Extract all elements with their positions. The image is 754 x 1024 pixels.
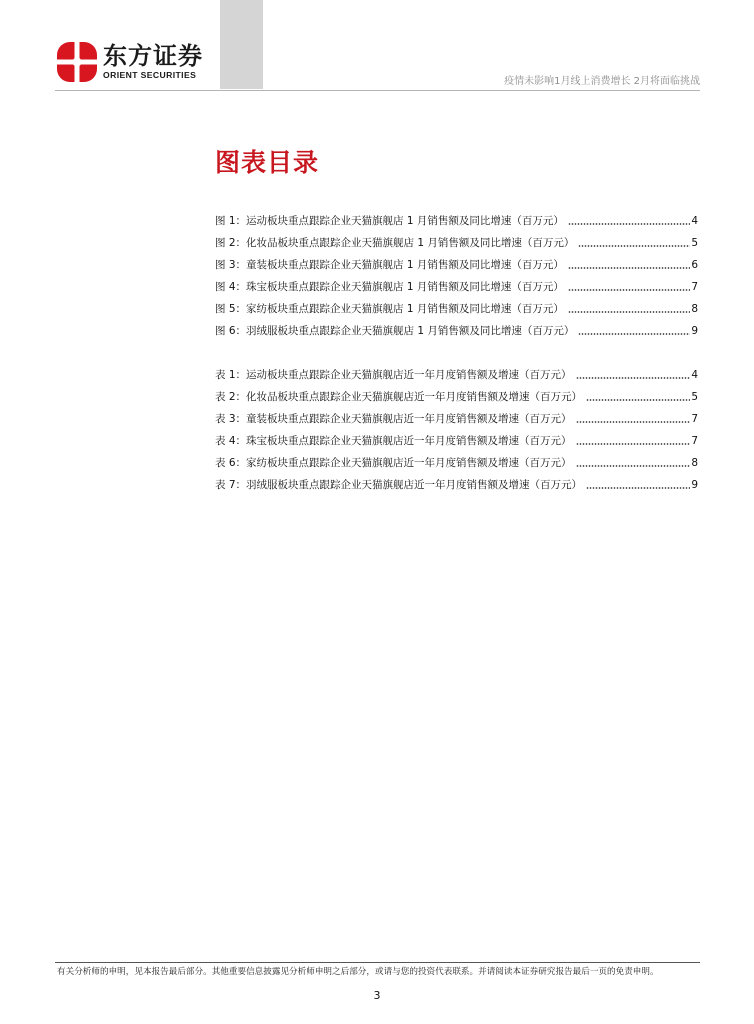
toc-entry-title: 表 1：运动板块重点跟踪企业天猫旗舰店近一年月度销售额及增速（百万元） — [215, 369, 572, 381]
dot-leader — [576, 377, 691, 379]
toc-entry-title: 表 2：化妆品板块重点跟踪企业天猫旗舰店近一年月度销售额及增速（百万元） — [215, 391, 583, 403]
toc-entry-table-7[interactable] — [215, 474, 698, 496]
company-name-en: ORIENT SECURITIES — [103, 70, 197, 80]
toc-entry-table-3[interactable] — [215, 408, 698, 430]
dot-leader — [568, 311, 690, 313]
toc-entry-table-4[interactable] — [215, 430, 698, 452]
toc-entry-title: 图 1：运动板块重点跟踪企业天猫旗舰店 1 月销售额及同比增速（百万元） — [215, 215, 564, 227]
orient-securities-logo-icon — [56, 41, 98, 83]
toc-entry-title: 表 4：珠宝板块重点跟踪企业天猫旗舰店近一年月度销售额及增速（百万元） — [215, 435, 572, 447]
dot-leader — [578, 245, 690, 247]
dot-leader — [586, 399, 690, 401]
toc-entry-page: 4 — [691, 215, 698, 227]
toc-entry-figure-4[interactable] — [215, 276, 698, 298]
toc-entry-title: 图 4：珠宝板块重点跟踪企业天猫旗舰店 1 月销售额及同比增速（百万元） — [215, 281, 564, 293]
dot-leader — [568, 289, 690, 291]
toc-entry-page: 9 — [691, 325, 698, 337]
toc-entry-table-1[interactable] — [215, 364, 698, 386]
toc-entry-page: 6 — [691, 259, 698, 271]
toc-entry-figure-2[interactable] — [215, 232, 698, 254]
figure-list — [215, 210, 698, 342]
footer-divider — [55, 962, 700, 963]
toc-entry-title: 表 7：羽绒服板块重点跟踪企业天猫旗舰店近一年月度销售额及增速（百万元） — [215, 479, 583, 491]
toc-entry-page: 7 — [691, 281, 698, 293]
toc-title: 图表目录 — [215, 148, 320, 177]
dot-leader — [578, 333, 690, 335]
toc-entry-title: 图 5：家纺板块重点跟踪企业天猫旗舰店 1 月销售额及同比增速（百万元） — [215, 303, 564, 315]
toc-entry-title: 图 2：化妆品板块重点跟踪企业天猫旗舰店 1 月销售额及同比增速（百万元） — [215, 237, 575, 249]
report-title: 疫情未影响1月线上消费增长 2月将面临挑战 — [504, 76, 700, 87]
toc-entry-table-6[interactable] — [215, 452, 698, 474]
toc-entry-page: 8 — [691, 303, 698, 315]
header-accent-bar — [220, 0, 263, 89]
dot-leader — [576, 465, 691, 467]
dot-leader — [568, 267, 690, 269]
footer-disclaimer: 有关分析师的申明，见本报告最后部分。其他重要信息披露见分析师申明之后部分，或请与您的投资代表联系。并请阅读本证券研究报告最后一页的免责申明。 — [57, 967, 659, 977]
dot-leader — [568, 223, 690, 225]
toc-entry-figure-5[interactable] — [215, 298, 698, 320]
dot-leader — [576, 443, 691, 445]
toc-entry-figure-3[interactable] — [215, 254, 698, 276]
header-divider — [55, 90, 700, 91]
toc-entry-figure-6[interactable] — [215, 320, 698, 342]
toc-entry-page: 8 — [691, 457, 698, 469]
toc-entry-page: 7 — [691, 413, 698, 425]
toc-entry-page: 9 — [691, 479, 698, 491]
toc-entry-title: 表 3：童装板块重点跟踪企业天猫旗舰店近一年月度销售额及增速（百万元） — [215, 413, 572, 425]
company-name-cn: 东方证券 — [103, 42, 203, 70]
page-number: 3 — [373, 989, 381, 1002]
company-logo — [56, 40, 216, 84]
toc-entry-title: 图 3：童装板块重点跟踪企业天猫旗舰店 1 月销售额及同比增速（百万元） — [215, 259, 564, 271]
toc-entry-title: 表 6：家纺板块重点跟踪企业天猫旗舰店近一年月度销售额及增速（百万元） — [215, 457, 572, 469]
toc-entry-page: 7 — [691, 435, 698, 447]
toc-entry-page: 5 — [691, 237, 698, 249]
table-list — [215, 364, 698, 496]
toc-entry-table-2[interactable] — [215, 386, 698, 408]
dot-leader — [586, 487, 690, 489]
toc-entry-page: 5 — [691, 391, 698, 403]
toc-entry-figure-1[interactable] — [215, 210, 698, 232]
toc-entry-page: 4 — [691, 369, 698, 381]
toc-entry-title: 图 6：羽绒服板块重点跟踪企业天猫旗舰店 1 月销售额及同比增速（百万元） — [215, 325, 575, 337]
dot-leader — [576, 421, 691, 423]
